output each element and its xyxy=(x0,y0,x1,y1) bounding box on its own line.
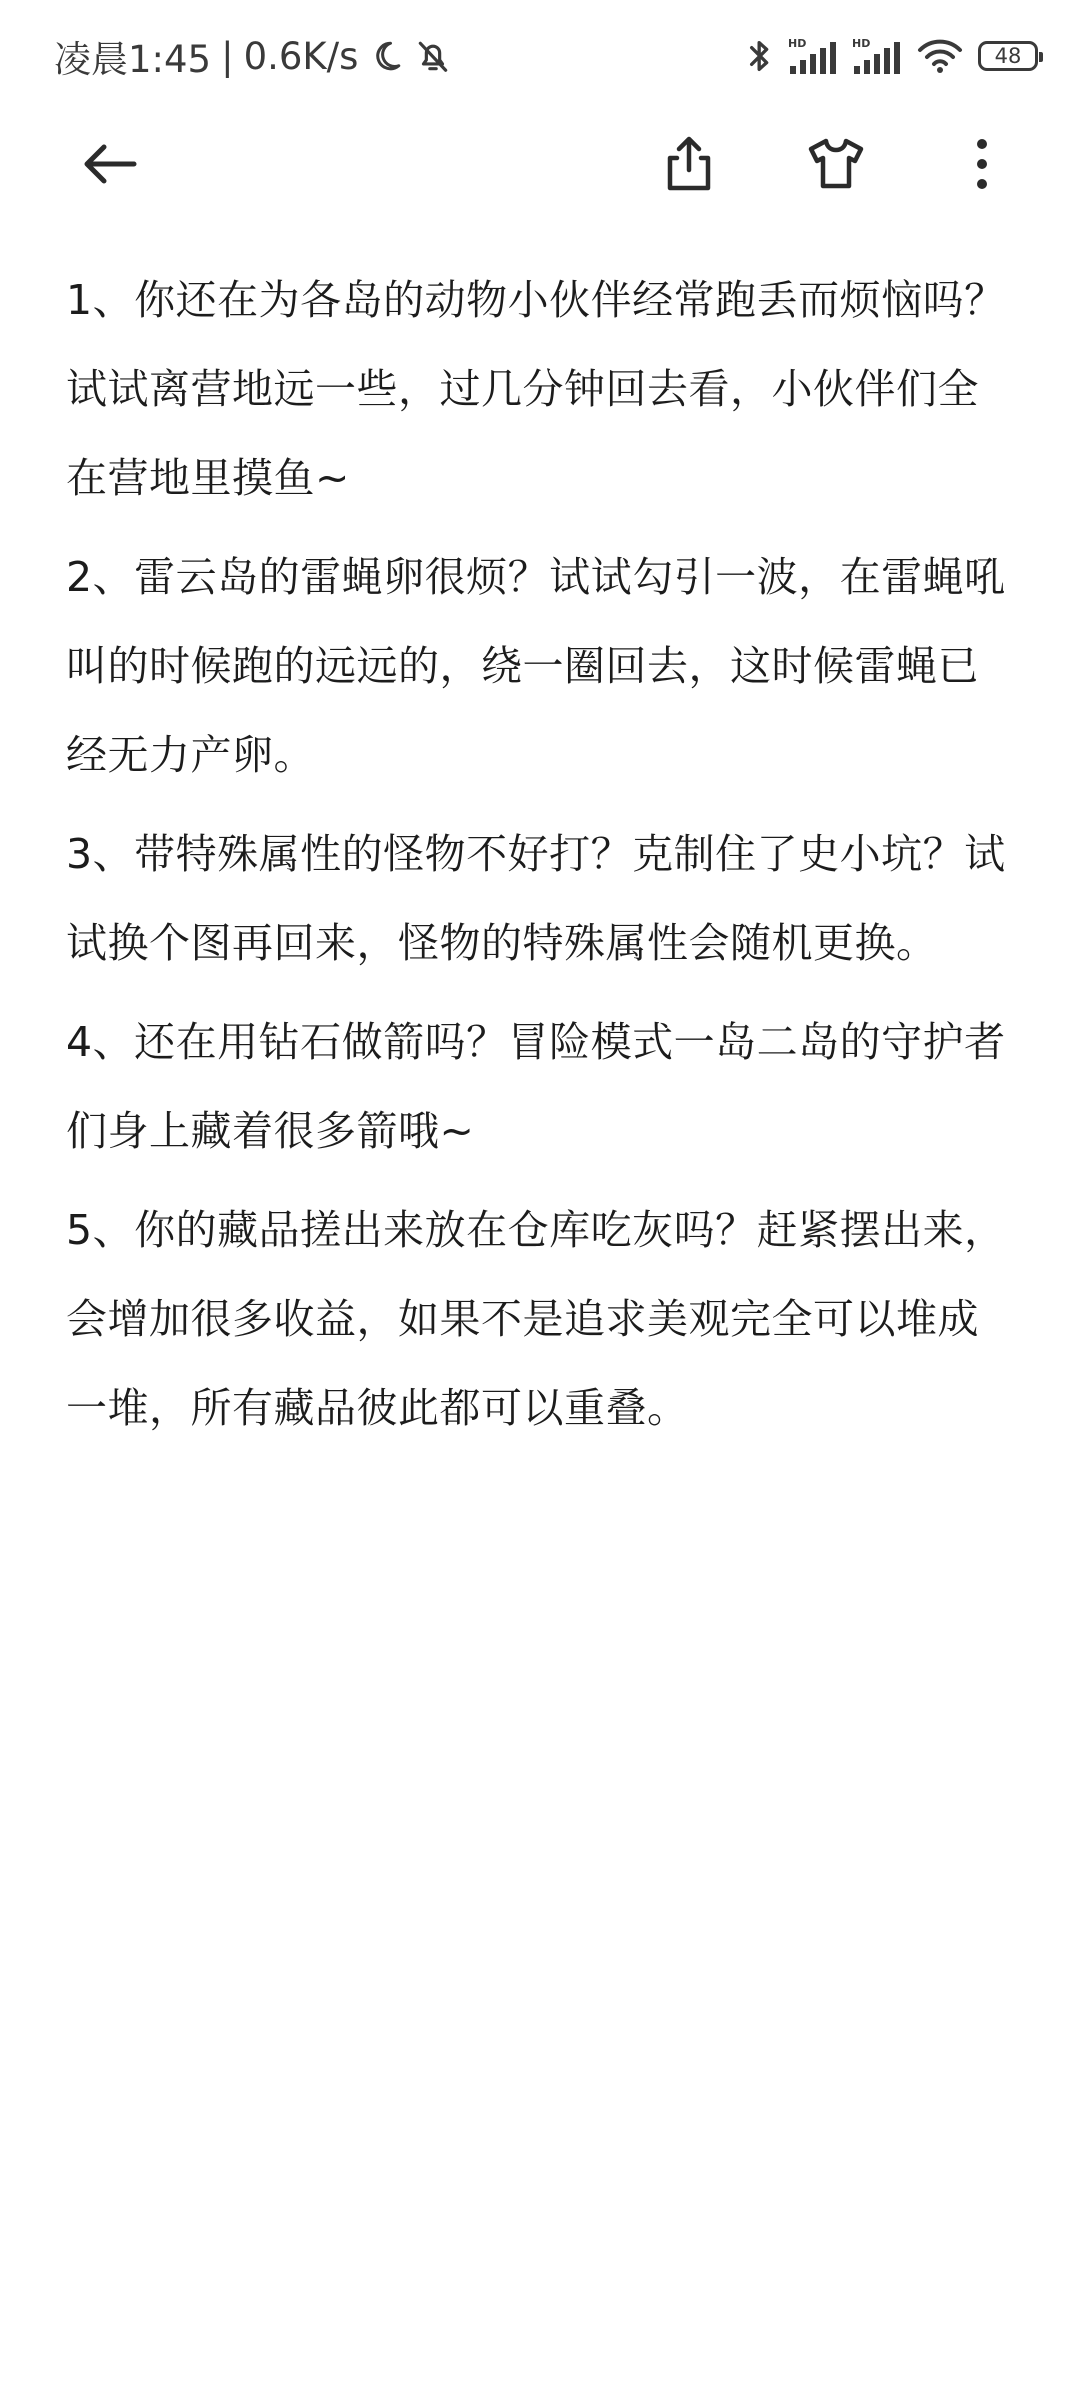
hd-label: HD xyxy=(788,37,807,50)
note-paragraph-2[interactable]: 2、雷云岛的雷蝇卵很烦？试试勾引一波，在雷蝇吼叫的时候跑的远远的，绕一圈回去，这时候雷蝇已经无力产卵。 xyxy=(66,553,1006,779)
battery-level: 48 xyxy=(994,44,1022,68)
note-paragraph-4[interactable]: 4、还在用钻石做箭吗？冒险模式一岛二岛的守护者们身上藏着很多箭哦~ xyxy=(66,1018,1006,1155)
bell-off-icon xyxy=(414,37,452,75)
share-button[interactable] xyxy=(645,122,733,210)
share-icon xyxy=(659,134,719,198)
moon-icon xyxy=(368,38,404,74)
status-separator: | xyxy=(221,34,234,78)
signal-hd-icon xyxy=(852,36,902,76)
battery-icon xyxy=(978,41,1038,71)
status-bar xyxy=(0,0,1080,110)
app-bar xyxy=(0,110,1080,222)
hd-label: HD xyxy=(852,37,871,50)
more-vertical-icon xyxy=(972,136,992,196)
bluetooth-icon xyxy=(746,36,774,76)
status-time: 凌晨1:45 xyxy=(54,38,212,81)
note-content[interactable] xyxy=(66,256,1006,1463)
status-left xyxy=(54,28,452,84)
theme-button[interactable] xyxy=(792,122,880,210)
note-paragraph-5[interactable]: 5、你的藏品搓出来放在仓库吃灰吗？赶紧摆出来，会增加很多收益，如果不是追求美观完全可以堆成一堆，所有藏品彼此都可以重叠。 xyxy=(66,1206,1006,1432)
arrow-left-icon xyxy=(78,132,142,200)
back-button[interactable] xyxy=(66,122,154,210)
status-net-speed: 0.6K/s xyxy=(243,34,359,78)
more-options-button[interactable] xyxy=(938,122,1026,210)
note-paragraph-1[interactable]: 1、你还在为各岛的动物小伙伴经常跑丢而烦恼吗？试试离营地远一些，过几分钟回去看，小伙伴们全在营地里摸鱼~ xyxy=(66,276,1006,502)
status-right xyxy=(732,28,1038,84)
tshirt-icon xyxy=(805,134,867,198)
note-paragraph-3[interactable]: 3、带特殊属性的怪物不好打？克制住了史小坑？试试换个图再回来，怪物的特殊属性会随机更换。 xyxy=(66,830,1006,967)
wifi-icon xyxy=(916,36,964,76)
signal-hd-icon xyxy=(788,36,838,76)
